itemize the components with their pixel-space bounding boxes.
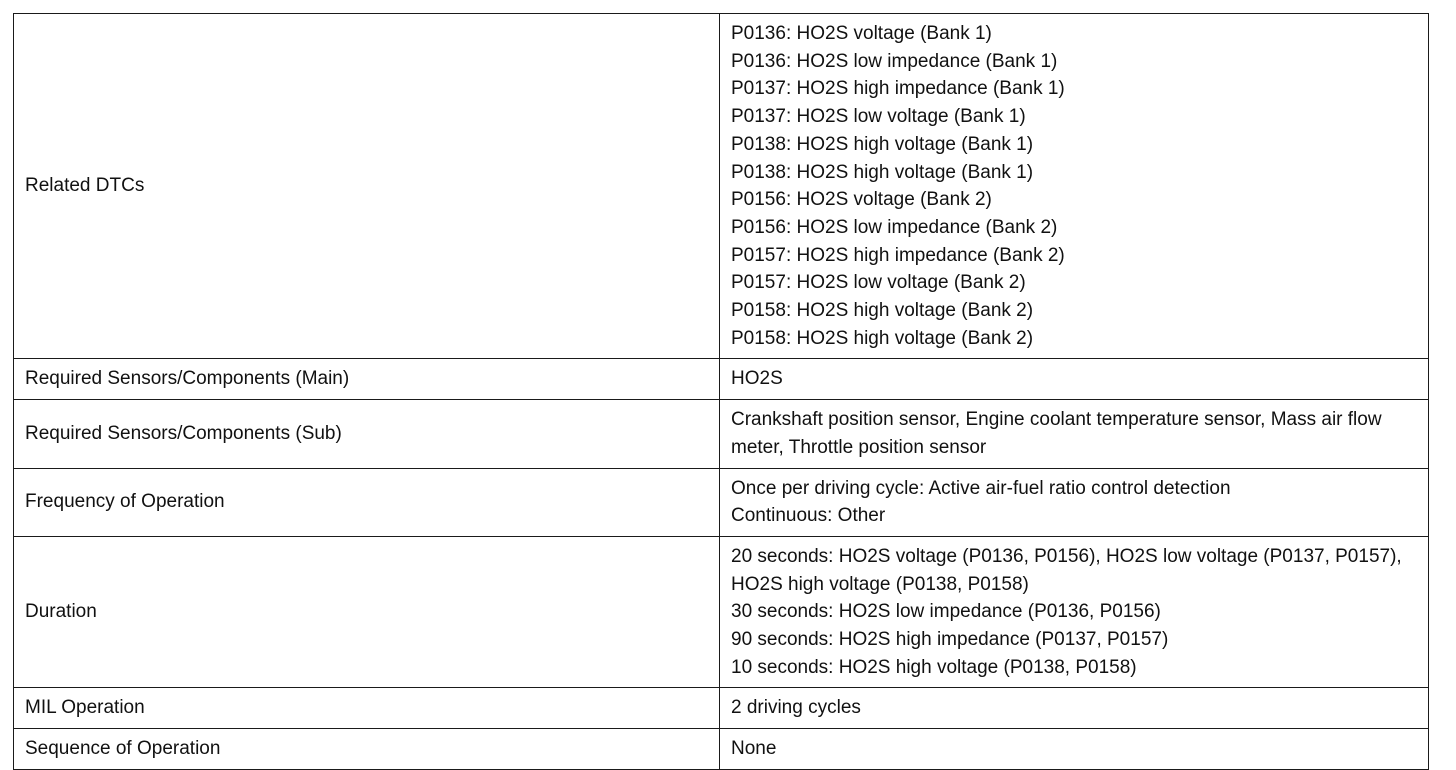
dtc-line: P0138: HO2S high voltage (Bank 1) [731,161,1034,183]
value-line: 2 driving cycles [731,697,861,719]
dtc-line: P0157: HO2S high impedance (Bank 2) [731,244,1065,266]
row-label: Sequence of Operation [14,729,720,770]
dtc-line: P0156: HO2S voltage (Bank 2) [731,189,992,211]
value-line: 10 seconds: HO2S high voltage (P0138, P0158) [731,656,1137,678]
row-value [720,536,1429,688]
dtc-line: P0156: HO2S low impedance (Bank 2) [731,216,1058,238]
row-label: Duration [14,536,720,688]
dtc-line: P0158: HO2S high voltage (Bank 2) [731,300,1034,322]
value-line: None [731,738,777,760]
table-row-required-sub [14,400,1429,468]
dtc-line: P0137: HO2S high impedance (Bank 1) [731,78,1065,100]
dtc-line: P0137: HO2S low voltage (Bank 1) [731,106,1026,128]
row-label: Related DTCs [14,14,720,359]
row-value [720,14,1429,359]
row-value [720,729,1429,770]
value-line: 90 seconds: HO2S high impedance (P0137, P0157) [731,629,1169,651]
row-label: Required Sensors/Components (Sub) [14,400,720,468]
monitor-spec-table [13,13,1429,770]
row-value [720,688,1429,729]
row-value [720,468,1429,536]
row-label: MIL Operation [14,688,720,729]
dtc-line: P0136: HO2S low impedance (Bank 1) [731,50,1058,72]
value-line: HO2S [731,368,783,390]
dtc-line: P0157: HO2S low voltage (Bank 2) [731,272,1026,294]
value-line: Crankshaft position sensor, Engine coolant temperature sensor, Mass air flow meter, Throttle position sensor [731,409,1382,458]
row-label: Required Sensors/Components (Main) [14,359,720,400]
value-line: Continuous: Other [731,505,886,527]
table-row-related-dtcs [14,14,1429,359]
table-row-duration [14,536,1429,688]
value-line: 20 seconds: HO2S voltage (P0136, P0156), HO2S low voltage (P0137, P0157), HO2S high voltage (P0138, P0158) [731,545,1402,595]
dtc-line: P0158: HO2S high voltage (Bank 2) [731,327,1034,349]
value-line: Once per driving cycle: Active air-fuel ratio control detection [731,477,1231,499]
row-value [720,359,1429,400]
table-row-frequency [14,468,1429,536]
table-row-required-main [14,359,1429,400]
value-line: 30 seconds: HO2S low impedance (P0136, P0156) [731,601,1161,623]
dtc-line: P0136: HO2S voltage (Bank 1) [731,23,992,44]
row-value [720,400,1429,468]
row-label: Frequency of Operation [14,468,720,536]
table-row-mil-operation [14,688,1429,729]
table-row-sequence [14,729,1429,770]
dtc-line: P0138: HO2S high voltage (Bank 1) [731,133,1034,155]
